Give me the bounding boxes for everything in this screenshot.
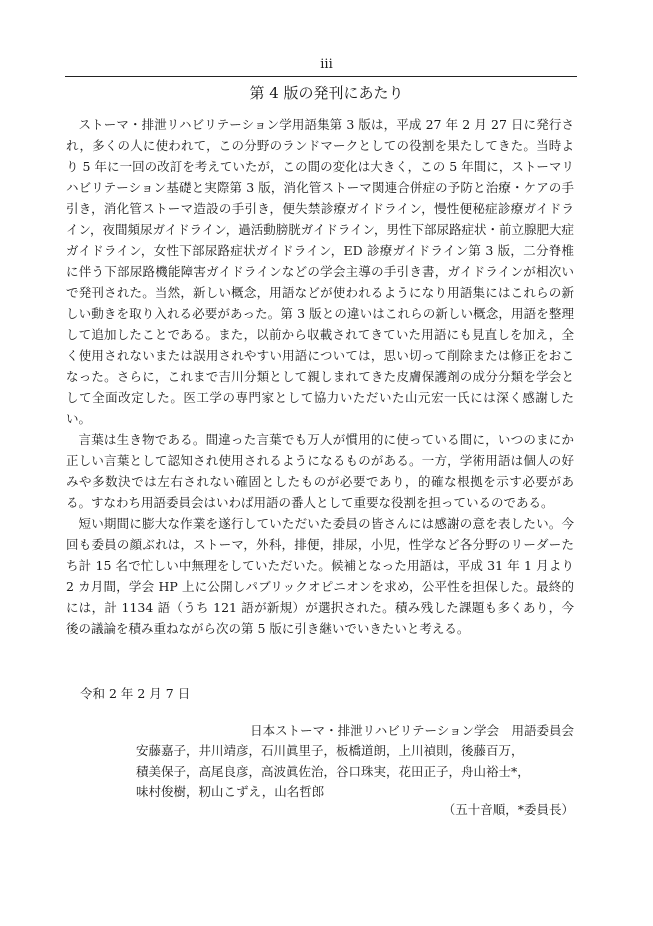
date: 令和 2 年 2 月 7 日 [80,686,191,701]
header-rule [65,76,577,77]
ordering-note: （五十音順，*委員長） [442,802,574,817]
committee-members [136,741,576,803]
page-title: 第 4 版の発刊にあたり [249,84,404,102]
member-line: 味村俊樹，籾山こずえ，山名哲郎 [136,784,325,799]
paragraph-2: 言葉は生き物である。間違った言葉でも万人が慣用的に使っている間に，いつのまにか正しい言葉として認知され使用されるようになるものがある。一方，学術用語は個人の好みや多数決では左右されない確固としたものが必要であり，的確な根拠を示す必要がある。すなわち用語委員会はいわば用語の番人として重要な役割を担っているのである。 [66,432,574,510]
committee-organization: 日本ストーマ・排泄リハビリテーション学会 用語委員会 [250,723,574,738]
body-text [66,114,574,639]
member-line: 安藤嘉子，井川靖彦，石川眞里子，板橋道朗，上川禎則，後藤百万， [136,743,524,758]
paragraph-3: 短い期間に膨大な作業を遂行していただいた委員の皆さんには感謝の意を表したい。今回も委員の顔ぶれは，ストーマ，外科，排便，排尿，小児，性学など各分野のリーダーたち計 15 名で忙しい中無理をしていただいた。候補となった用語は，平成 31 年 1 月より 2 カ月間，学会 HP 上に公開しパブリックオピニオンを求め，公平性を担保した。最終的には，計 1134 語（うち 121 語が新規）が選択された。積み残した課題も多くあり，今後の議論を積み重ねながら次の第 5 版に引き継いでいきたいと考える。 [66,516,574,636]
member-line: 積美保子，高尾良彦，高波眞佐治，谷口珠実，花田正子，舟山裕士*， [136,763,530,779]
paragraph-1: ストーマ・排泄リハビリテーション学用語集第 3 版は，平成 27 年 2 月 27 日に発行され，多くの人に使われて，この分野のランドマークとしての役割を果たしてきた。当時より 5 年に一回の改訂を考えていたが，この間の変化は大きく，この 5 年間に，ストーマリハビリテーション基礎と実際第 3 版，消化管ストーマ関連合併症の予防と治療・ケアの手引き，消化管ストーマ造設の手引き，便失禁診療ガイドライン，慢性便秘症診療ガイドライン，夜間頻尿ガイドライン，過活動膀胱ガイドライン，男性下部尿路症状・前立腺肥大症ガイドライン，女性下部尿路症状ガイドライン，ED 診療ガイドライン第 3 版，二分脊椎に伴う下部尿路機能障害ガイドラインなどの学会主導の手引き書，ガイドラインが相次いで発刊された。当然，新しい概念，用語などが使われるようになり用語集にはこれらの新しい動きを取り入れる必要があった。第 3 版との違いはこれらの新しい概念，用語を整理して追加したことである。また，以前から収載されてきていた用語にも見直しを加え，全く使用されないまたは誤用されやすい用語については，思い切って削除または修正をおこなった。さらに，これまで吉川分類として親しまれてきた皮膚保護剤の成分分類を学会として全面改定した。医工学の専門家として協力いただいた山元宏一氏には深く感謝したい。 [66,117,575,426]
page-number: iii [320,57,333,72]
